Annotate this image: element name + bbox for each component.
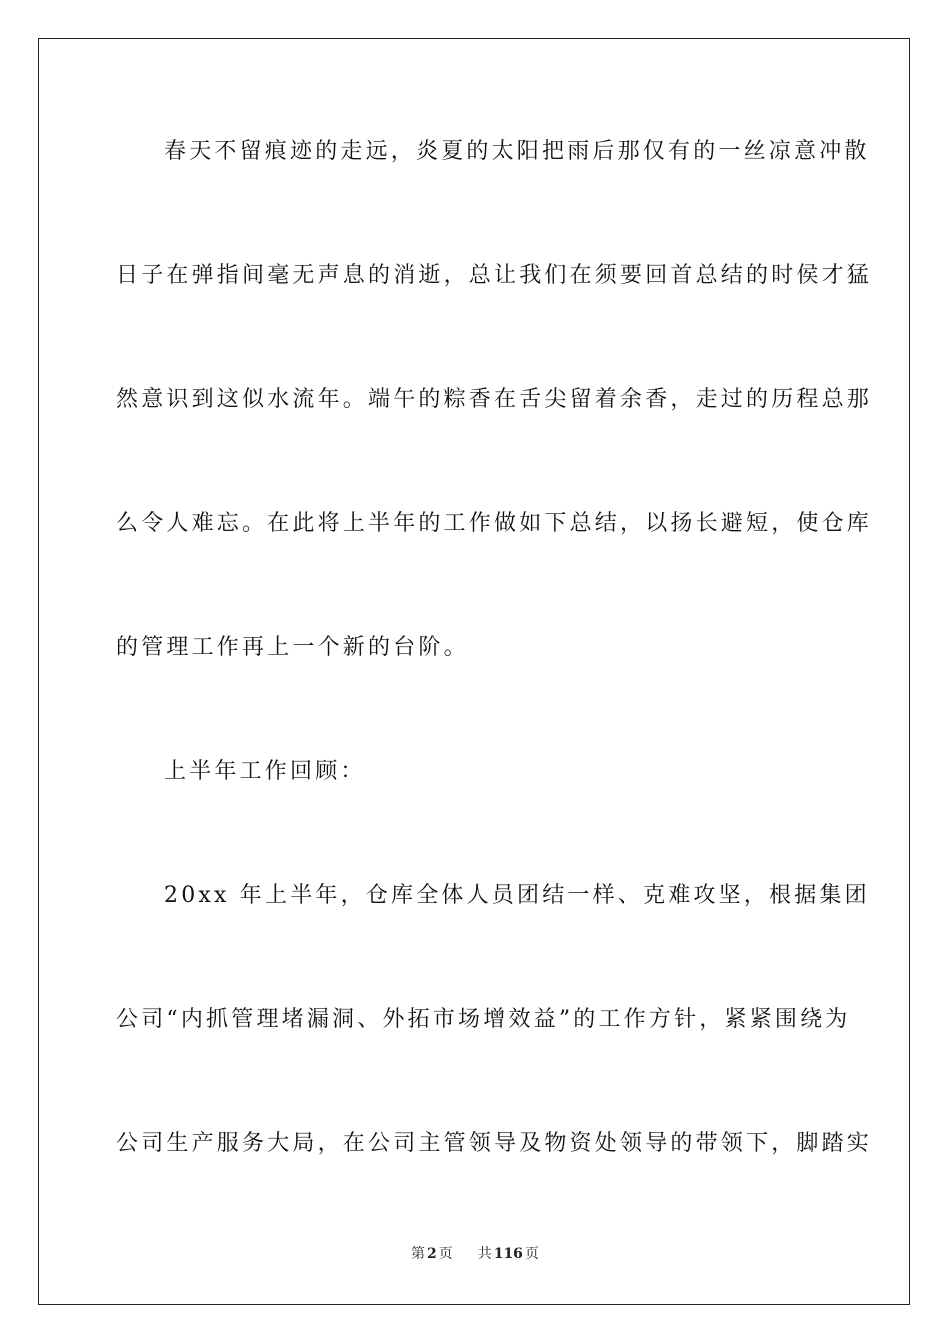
paragraph-line: 公司生产服务大局，在公司主管领导及物资处领导的带领下，脚踏实 bbox=[116, 1131, 873, 1156]
paragraph-line: 公司“内抓管理堵漏洞、外拓市场增效益”的工作方针，紧紧围绕为 bbox=[116, 1007, 851, 1032]
paragraph-line: 然意识到这似水流年。端午的粽香在舌尖留着余香，走过的历程总那 bbox=[116, 387, 873, 412]
page-suffix: 页 bbox=[438, 1246, 453, 1262]
page-prefix: 第 bbox=[411, 1246, 426, 1262]
paragraph-line: 20xx 年上半年，仓库全体人员团结一样、克难攻坚，根据集团 bbox=[164, 883, 870, 908]
page-border bbox=[38, 38, 910, 1305]
paragraph-line: 日子在弹指间毫无声息的消逝，总让我们在须要回首总结的时侯才猛 bbox=[116, 263, 873, 288]
total-prefix: 共 bbox=[477, 1246, 492, 1262]
total-pages: 116 bbox=[493, 1246, 523, 1262]
paragraph-line: 春天不留痕迹的走远，炎夏的太阳把雨后那仅有的一丝凉意冲散 bbox=[164, 139, 870, 164]
paragraph-line: 么令人难忘。在此将上半年的工作做如下总结，以扬长避短，使仓库 bbox=[116, 511, 873, 536]
page-number: 2 bbox=[427, 1246, 437, 1262]
total-suffix: 页 bbox=[524, 1246, 539, 1262]
page-footer bbox=[0, 1243, 950, 1263]
paragraph-line: 的管理工作再上一个新的台阶。 bbox=[116, 635, 469, 660]
section-heading: 上半年工作回顾： bbox=[164, 759, 366, 784]
